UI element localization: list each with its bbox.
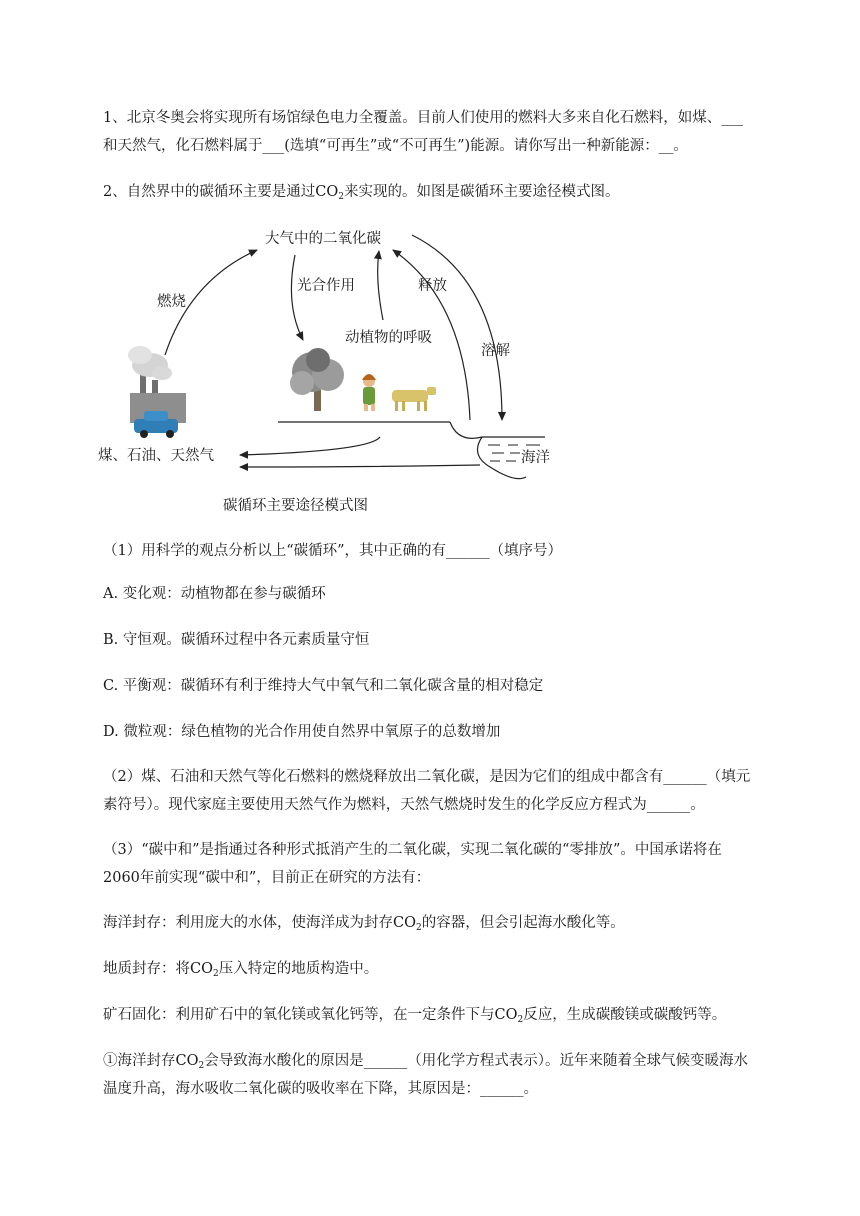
question-2-intro: [103, 182, 619, 207]
co2-subscript: 2: [517, 1015, 524, 1025]
sub-question-1: （1）用科学的观点分析以上“碳循环”，其中正确的有______（填序号）: [103, 543, 563, 559]
method-mineral-fixation: [103, 1005, 726, 1030]
question-1-line-2: 和天然气，化石燃料属于___(选填“可再生”或“不可再生”)能源。请你写出一种新能源：__。: [103, 138, 688, 154]
circle-1-text-a: ①海洋封存: [103, 1053, 176, 1069]
circle-1-text-b: 会导致海水酸化的原因是______（用化学方程式表示）。近年来随着全球气候变暖海水: [204, 1053, 748, 1069]
arrow-photosynthesis: [291, 255, 303, 340]
ore-text-a: 矿石固化：利用矿石中的氧化镁或氧化钙等，在一定条件下与: [103, 1007, 495, 1023]
co2-co: CO: [494, 1007, 518, 1023]
question-circle-1-line-2: 温度升高，海水吸收二氧化碳的吸收率在下降，其原因是：______。: [103, 1081, 538, 1097]
label-dissolve: 溶解: [481, 343, 510, 359]
question-2-text-a: 2、自然界中的碳循环主要是通过: [103, 184, 316, 200]
option-c: C. 平衡观：碳循环有利于维持大气中氧气和二氧化碳含量的相对稳定: [103, 678, 544, 694]
label-ocean: 海洋: [521, 450, 550, 466]
geo-text-a: 地质封存：将: [103, 961, 190, 977]
question-2-text-b: 来实现的。如图是碳循环主要途径模式图。: [343, 184, 620, 200]
carbon-cycle-diagram: [90, 215, 570, 515]
label-atmosphere: 大气中的二氧化碳: [265, 231, 381, 247]
co2-subscript: 2: [338, 192, 344, 202]
co2-co: CO: [393, 915, 416, 931]
ocean-text-a: 海洋封存：利用庞大的水体，使海洋成为封存: [103, 915, 393, 931]
ocean-text-b: 的容器，但会引起海水酸化等。: [421, 915, 625, 931]
person-icon: [362, 374, 376, 411]
label-release: 释放: [418, 278, 447, 294]
co2-formula: [315, 184, 344, 200]
co2-co: CO: [315, 184, 339, 200]
sub-question-3-line-2: 2060年前实现“碳中和”，目前正在研究的方法有：: [103, 870, 431, 886]
geo-text-b: 压入特定的地质构造中。: [218, 961, 379, 977]
method-geological-storage: [103, 959, 378, 984]
ocean-surface: [450, 422, 545, 438]
arrow-organisms-to-fuels: [240, 437, 380, 455]
sub-question-2-line-2: 素符号）。现代家庭主要使用天然气作为燃料，天然气燃烧时发生的化学反应方程式为______。: [103, 797, 705, 813]
ocean-basin: [478, 437, 527, 479]
label-respiration: 动植物的呼吸: [345, 330, 432, 346]
option-b: B. 守恒观。碳循环过程中各元素质量守恒: [103, 632, 370, 648]
tree-icon: [290, 348, 344, 411]
co2-subscript: 2: [198, 1061, 205, 1071]
co2-co: CO: [175, 1053, 199, 1069]
question-1-line-1: 1、北京冬奥会将实现所有场馆绿色电力全覆盖。目前人们使用的燃料大多来自化石燃料，如煤、___: [103, 110, 743, 126]
arrow-ocean-to-fuels: [240, 465, 480, 467]
option-d: D. 微粒观：绿色植物的光合作用使自然界中氧原子的总数增加: [103, 724, 501, 740]
arrow-respiration: [378, 251, 383, 320]
label-burning: 燃烧: [157, 294, 186, 310]
diagram-caption: 碳循环主要途径模式图: [223, 498, 368, 514]
cow-icon: [392, 387, 436, 411]
method-ocean-storage: [103, 913, 625, 938]
co2-co: CO: [190, 961, 213, 977]
option-a: A. 变化观：动植物都在参与碳循环: [103, 586, 326, 602]
sub-question-2-line-1: （2）煤、石油和天然气等化石燃料的燃烧释放出二氧化碳，是因为它们的组成中都含有______（填元: [103, 769, 751, 785]
sub-question-3-line-1: （3）“碳中和”是指通过各种形式抵消产生的二氧化碳，实现二氧化碳的“零排放”。中国承诺将在: [103, 842, 722, 858]
ore-text-b: 反应，生成碳酸镁或碳酸钙等。: [523, 1007, 727, 1023]
co2-subscript: 2: [212, 969, 219, 979]
co2-subscript: 2: [415, 923, 422, 933]
label-fossil-fuels: 煤、石油、天然气: [98, 448, 214, 464]
label-photosynthesis: 光合作用: [297, 278, 355, 294]
question-circle-1-line-1: [103, 1051, 748, 1076]
